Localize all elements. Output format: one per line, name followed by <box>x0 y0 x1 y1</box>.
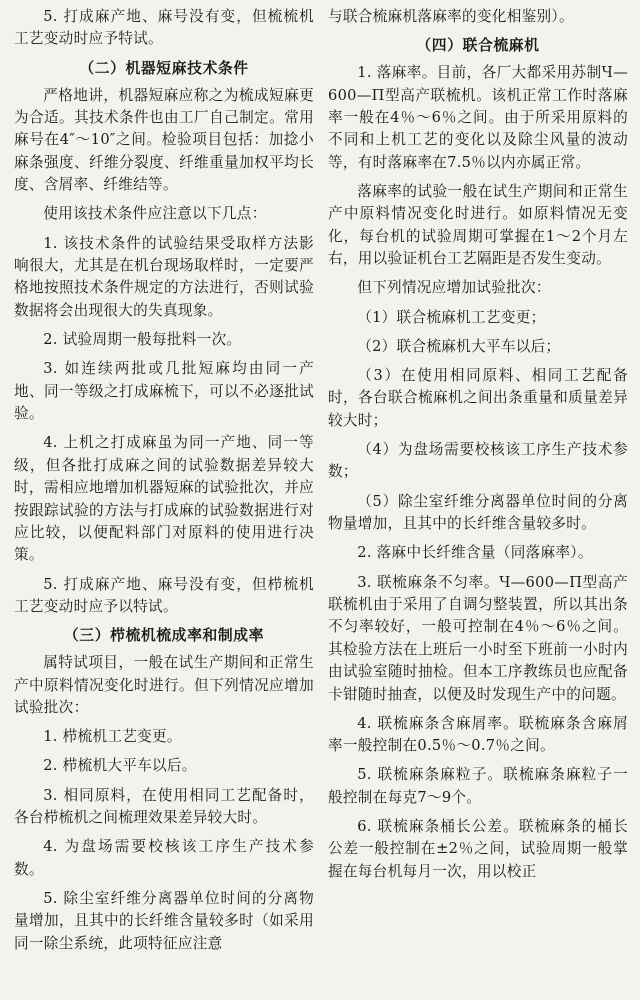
left-paragraph: 4. 上机之打成麻虽为同一产地、同一等级，但各批打成麻之间的试验数据差异较大时，需相应地增加机器短麻的试验批次，并应按跟踪试验的方法与打成麻的试验数据进行对应比较，以便配料部门对原料的使用进行决策。 <box>14 434 314 564</box>
left-paragraph: 严格地讲，机器短麻应称之为梳成短麻更为合适。其技术条件也由工厂自己制定。常用麻号在4″～10″之间。检验项目包括：加捻小麻条强度、纤维分裂度、纤维重量加权平均长度、含屑率、纤维结等。 <box>14 86 314 194</box>
left-paragraph: 3. 相同原料，在使用相同工艺配备时，各台栉梳机之间梳理效果差异较大时。 <box>14 786 314 826</box>
left-paragraph: 2. 试验周期一般每批料一次。 <box>43 331 242 349</box>
left-paragraph: 1. 该技术条件的试验结果受取样方法影响很大，尤其是在机台现场取样时，一定要严格地按照技术条件规定的方法进行，否则试验数据将会出现很大的失真现象。 <box>14 234 314 319</box>
right-paragraph: 落麻率的试验一般在试生产期间和正常生产中原料情况变化时进行。如原料情况无变化，每台机的试验周期可掌握在1～2个月左右，用以验证机台工艺隔距是否发生变动。 <box>328 183 628 268</box>
right-paragraph: （2）联合梳麻机大平车以后； <box>357 337 561 355</box>
left-section-heading: （三）栉梳机梳成率和制成率 <box>63 627 265 645</box>
right-section-heading: （四）联合梳麻机 <box>416 37 540 55</box>
right-column <box>328 6 628 1000</box>
left-paragraph: 5. 打成麻产地、麻号没有变，但梳梳机工艺变动时应予特试。 <box>14 8 314 48</box>
left-paragraph: 属特试项目，一般在试生产期间和正常生产中原料情况变化时进行。但下列情况应增加试验批次： <box>14 654 314 716</box>
left-column <box>14 6 314 1000</box>
right-paragraph: 与联合梳麻机落麻率的变化相鉴别）。 <box>328 8 574 25</box>
left-paragraph: 使用该技术条件应注意以下几点： <box>43 205 267 223</box>
left-paragraph: 2. 栉梳机大平车以后。 <box>43 757 197 775</box>
right-paragraph: 但下列情况应增加试验批次： <box>357 279 551 297</box>
right-paragraph: 3. 联梳麻条不匀率。Ч—600—П型高产联梳机由于采用了自调匀整装置，所以其出条不匀率较好，一般可控制在4％～6％之间。其检验方法在上班后一小时至下班前一小时内由试验室随时抽检。但本工序教练员也应配备卡钳随时抽查，以便及时发现生产中的问题。 <box>328 573 628 703</box>
right-paragraph: （3）在使用相同原料、相同工艺配备时，各台联合梳麻机之间出条重量和质量差异较大时； <box>328 367 628 429</box>
left-section-heading: （二）机器短麻技术条件 <box>79 59 249 77</box>
left-paragraph: 3. 如连续两批或几批短麻均由同一产地、同一等级之打成麻梳下，可以不必逐批试验。 <box>14 360 314 423</box>
right-paragraph: （4）为盘场需要校核该工序生产技术参数； <box>328 441 628 481</box>
right-paragraph: 2. 落麻中长纤维含量（同落麻率）。 <box>357 544 593 562</box>
right-paragraph: （5）除尘室纤维分离器单位时间的分离物量增加，且其中的长纤维含量较多时。 <box>328 492 628 533</box>
left-paragraph: 5. 打成麻产地、麻号没有变，但栉梳机工艺变动时应予以特试。 <box>14 575 314 615</box>
left-paragraph: 4. 为盘场需要校核该工序生产技术参数。 <box>14 838 314 878</box>
right-paragraph: 6. 联梳麻条桶长公差。联梳麻条的桶长公差一般控制在±2％之间，试验周期一般掌握在每台机每月一次，用以校正 <box>328 817 628 880</box>
right-paragraph: 5. 联梳麻条麻粒子。联梳麻条麻粒子一般控制在每克7～9个。 <box>328 766 628 806</box>
right-paragraph: 1. 落麻率。目前，各厂大都采用苏制Ч—600—П型高产联梳机。该机正常工作时落麻率一般在4％～6％之间。由于所采用原料的不同和上机工艺的变化以及除尘风量的波动等，有时落麻率在7.5％以内亦属正常。 <box>328 64 628 171</box>
left-paragraph: 1. 栉梳机工艺变更。 <box>43 728 182 746</box>
left-paragraph: 5. 除尘室纤维分离器单位时间的分离物量增加，且其中的长纤维含量较多时（如采用同一除尘系统，此项特征应注意 <box>14 889 314 952</box>
right-paragraph: 4. 联梳麻条含麻屑率。联梳麻条含麻屑率一般控制在0.5％～0.7％之间。 <box>328 714 628 755</box>
right-paragraph: （1）联合梳麻机工艺变更； <box>357 308 546 326</box>
